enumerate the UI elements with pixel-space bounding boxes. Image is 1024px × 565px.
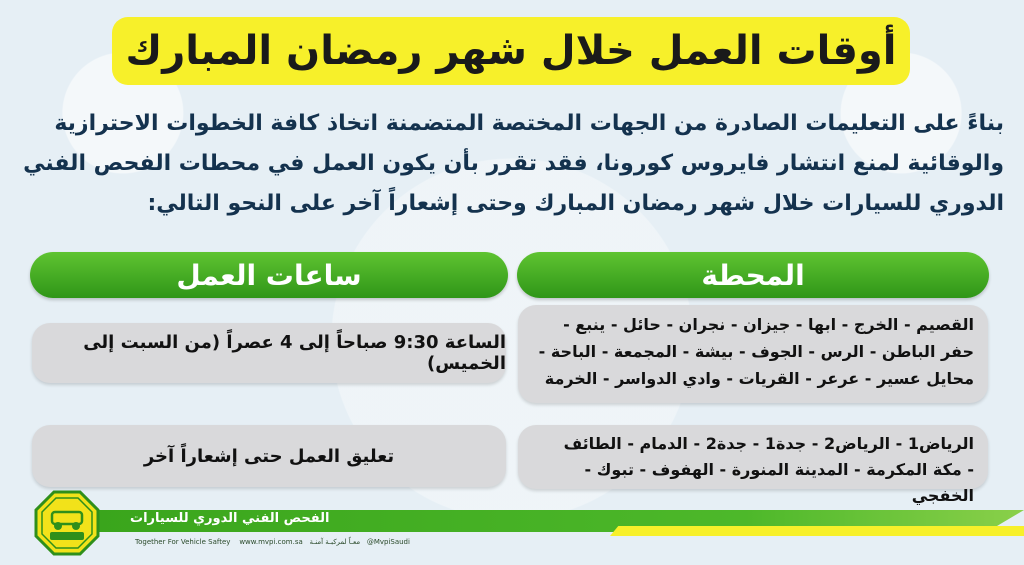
intro-line: والوقائية لمنع انتشار فايروس كورونا، فقد تقرر بأن يكون العمل في محطات الفحص الفني (23, 151, 1004, 176)
station-line: - مكة المكرمة - المدينة المنورة - الهفوف - تبوك - الخفجي (584, 460, 974, 505)
footer-social[interactable]: @MvpiSaudi (366, 538, 410, 546)
station-list-card (518, 305, 988, 403)
intro-line: بناءً على التعليمات الصادرة من الجهات المختصة المتضمنة اتخاذ كافة الخطوات الاحترازية (54, 111, 1004, 136)
station-line: القصيم - الخرج - ابها - جيزان - نجران - حائل - ينبع - (563, 315, 974, 334)
intro-paragraph (14, 104, 1004, 224)
hours-card: الساعة 9:30 صباحاً إلى 4 عصراً (من السبت إلى الخميس) (32, 323, 506, 383)
station-column-header: المحطة (517, 252, 989, 298)
footer-contact-line (135, 538, 410, 546)
mvpi-logo (34, 490, 100, 556)
footer-yellow-stripe (610, 526, 1024, 536)
footer-tagline-ar: معـاً لمركبـة آمنـة (309, 538, 361, 546)
station-line: الرياض1 - الرياض2 - جدة1 - جدة2 - الدمام - الطائف (563, 434, 974, 453)
hours-column-header: ساعات العمل (30, 252, 508, 298)
intro-line: الدوري للسيارات خلال شهر رمضان المبارك وحتى إشعاراً آخر على النحو التالي: (147, 191, 1004, 216)
footer-org-name: الفحص الفني الدوري للسيارات (130, 511, 330, 526)
station-line: حفر الباطن - الرس - الجوف - بيشة - المجمعة - الباحة - (538, 342, 974, 361)
station-line: محايل عسير - عرعر - القريات - وادي الدواسر - الخرمة (544, 369, 974, 388)
page-title: أوقات العمل خلال شهر رمضان المبارك (112, 17, 910, 85)
footer-band (0, 500, 1024, 565)
hours-card: تعليق العمل حتى إشعاراً آخر (32, 425, 506, 487)
footer-tagline: Together For Vehicle Saftey (135, 538, 231, 546)
footer-website[interactable]: www.mvpi.com.sa (239, 538, 303, 546)
station-list-card (518, 425, 988, 505)
